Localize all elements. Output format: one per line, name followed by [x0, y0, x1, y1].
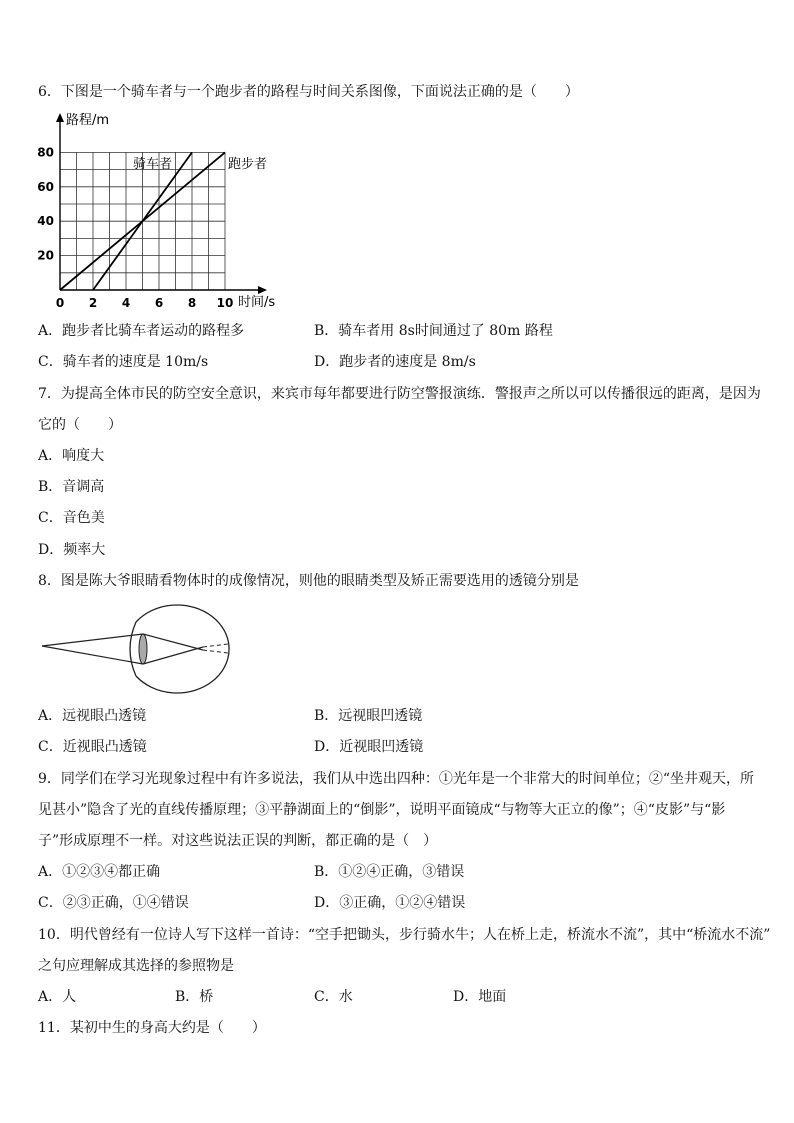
chart-xlabel: 时间/s [238, 295, 276, 310]
q7-option-c[interactable]: C．音色美 [38, 510, 105, 526]
q6-option-b[interactable]: B．骑车者用 8s时间通过了 80m 路程 [314, 323, 553, 339]
q6-stem: 6．下图是一个骑车者与一个跑步者的路程与时间关系图像，下面说法正确的是（ ） [38, 84, 579, 100]
chart-ylabel: 路程/m [66, 113, 110, 128]
q8-option-a[interactable]: A．远视眼凸透镜 [38, 708, 147, 724]
q9-stem-line2: 见甚小”隐含了光的直线传播原理；③平静湖面上的“倒影”，说明平面镜成“与物等大正立的像”；④“皮影”与“影 [38, 802, 726, 818]
q10-option-b[interactable]: B．桥 [175, 989, 214, 1005]
q9-stem-line3: 子”形成原理不一样。对这些说法正误的判断，都正确的是（ ） [38, 833, 438, 849]
dashed-extension-lower [203, 644, 228, 647]
q10-option-d[interactable]: D．地面 [453, 989, 507, 1005]
q8-option-c[interactable]: C．近视眼凸透镜 [38, 739, 147, 755]
q9-option-a[interactable]: A．①②③④都正确 [38, 864, 161, 880]
q6-distance-time-chart [30, 110, 330, 310]
q6-option-d[interactable]: D．跑步者的速度是 8m/s [314, 354, 476, 370]
y-tick-label: 40 [37, 214, 54, 229]
q10-option-c[interactable]: C．水 [314, 989, 353, 1005]
x-tick-label: 2 [88, 296, 98, 310]
q7-option-b[interactable]: B．音调高 [38, 479, 105, 495]
q9-option-c[interactable]: C．②③正确，①④错误 [38, 895, 189, 911]
refracted-ray-upper [143, 634, 203, 650]
y-tick-label: 20 [37, 248, 54, 263]
q11-stem: 11．某初中生的身高大约是（ ） [38, 1020, 266, 1036]
x-tick-label: 6 [154, 296, 164, 310]
q7-stem-line1: 7．为提高全体市民的防空安全意识，来宾市每年都要进行防空警报演练．警报声之所以可以传播很远的距离，是因为 [38, 386, 761, 402]
q10-stem-line1: 10．明代曾经有一位诗人写下这样一首诗：“空手把锄头，步行骑水牛；人在桥上走，桥流水不流”，其中“桥流水不流” [38, 927, 771, 943]
q7-option-d[interactable]: D．频率大 [38, 542, 106, 558]
x-tick-label: 8 [187, 296, 197, 310]
crystalline-lens [139, 634, 147, 664]
q9-stem-line1: 9．同学们在学习光现象过程中有许多说法，我们从中选出四种：①光年是一个非常大的时间单位；②“坐井观天，所 [38, 771, 755, 787]
q7-option-a[interactable]: A．响度大 [38, 448, 105, 464]
x-tick-label: 0 [55, 296, 65, 310]
dashed-extension-upper [203, 650, 228, 653]
x-tick-label: 4 [121, 296, 131, 310]
eyeball-outline [136, 605, 229, 693]
q9-option-d[interactable]: D．③正确，①②④错误 [314, 895, 466, 911]
q8-eye-diagram [38, 604, 238, 694]
ray-lower [42, 646, 143, 664]
q8-stem: 8．图是陈大爷眼睛看物体时的成像情况，则他的眼睛类型及矫正需要选用的透镜分别是 [38, 573, 579, 589]
q9-option-b[interactable]: B．①②④正确，③错误 [314, 864, 465, 880]
q8-option-b[interactable]: B．远视眼凹透镜 [314, 708, 423, 724]
q7-stem-line2: 它的（ ） [38, 417, 122, 433]
series-label-runner: 跑步者 [228, 157, 268, 172]
x-axis-arrow-icon [258, 286, 267, 294]
refracted-ray-lower [143, 647, 203, 664]
q10-option-a[interactable]: A．人 [38, 989, 77, 1005]
q10-stem-line2: 之句应理解成其选择的参照物是 [38, 958, 234, 974]
ray-upper [42, 634, 143, 646]
y-axis-arrow-icon [56, 113, 64, 122]
q6-option-a[interactable]: A．跑步者比骑车者运动的路程多 [38, 323, 245, 339]
q8-option-d[interactable]: D．近视眼凹透镜 [314, 739, 424, 755]
cornea [130, 622, 136, 676]
q6-option-c[interactable]: C．骑车者的速度是 10m/s [38, 354, 209, 370]
x-tick-label: 10 [216, 296, 234, 310]
series-label-cyclist: 骑车者 [133, 157, 173, 172]
y-tick-label: 60 [37, 179, 54, 194]
y-tick-label: 80 [37, 145, 54, 160]
